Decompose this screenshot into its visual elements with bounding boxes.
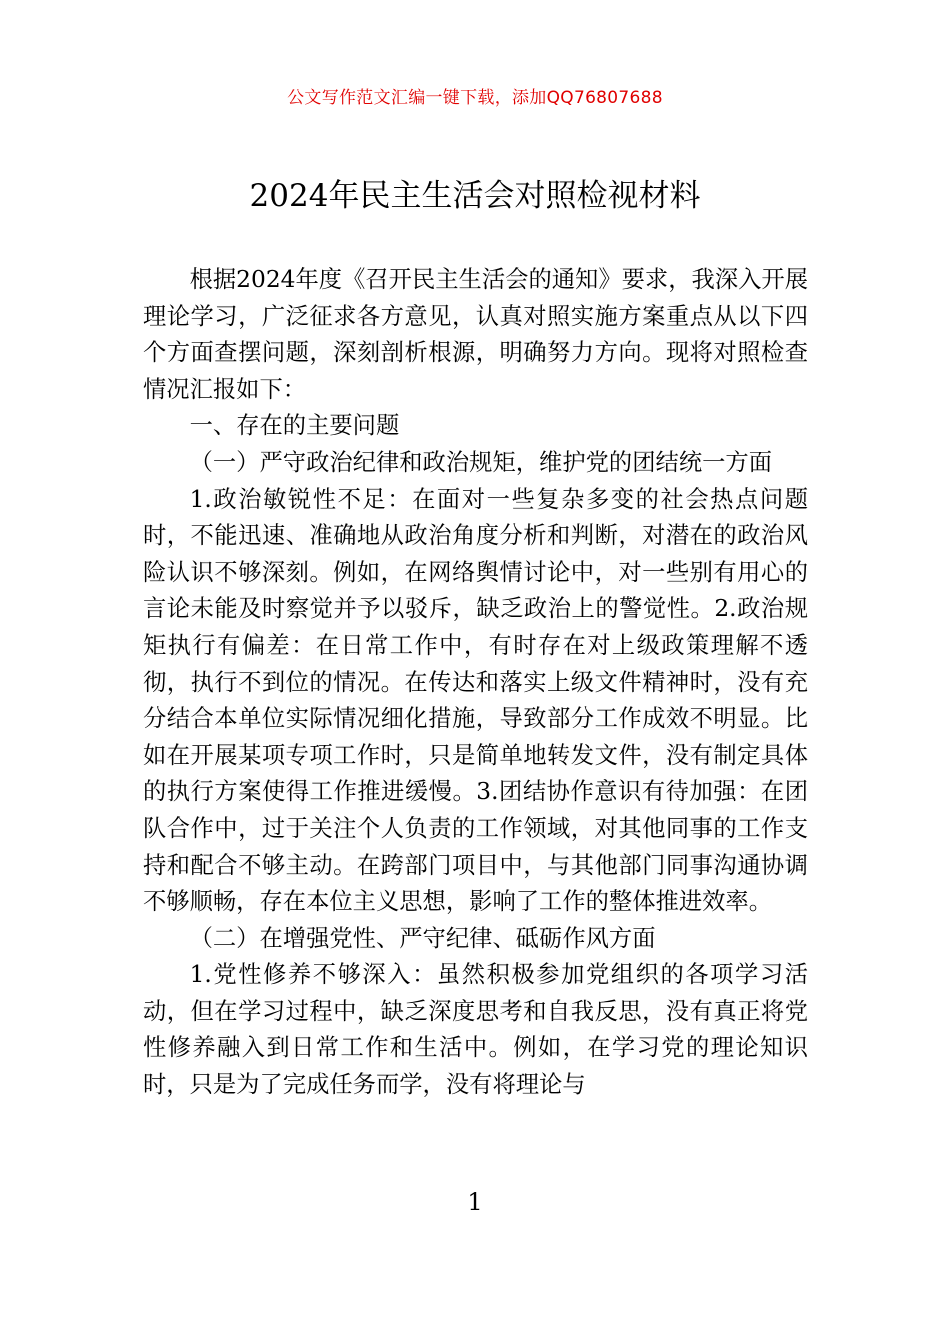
paragraph-issues-1: 1.政治敏锐性不足：在面对一些复杂多变的社会热点问题时，不能迅速、准确地从政治角度分析和判断，对潜在的政治风险认识不够深刻。例如，在网络舆情讨论中，对一些别有用心的言论未能及时察觉并予以驳斥，缺乏政治上的警觉性。2.政治规矩执行有偏差：在日常工作中，有时存在对上级政策理解不透彻，执行不到位的情况。在传达和落实上级文件精神时，没有充分结合本单位实际情况细化措施，导致部分工作成效不明显。比如在开展某项专项工作时，只是简单地转发文件，没有制定具体的执行方案使得工作推进缓慢。3.团结协作意识有待加强：在团队合作中，过于关注个人负责的工作领域，对其他同事的工作支持和配合不够主动。在跨部门项目中，与其他部门同事沟通协调不够顺畅，存在本位主义思想，影响了工作的整体推进效率。 <box>143 485 808 916</box>
paragraph-intro: 根据2024年度《召开民主生活会的通知》要求，我深入开展理论学习，广泛征求各方意见，认真对照实施方案重点从以下四个方面查摆问题，深刻剖析根源，明确努力方向。现将对照检查情况汇报如下： <box>143 266 809 403</box>
paragraph-issues-2: 1.党性修养不够深入：虽然积极参加党组织的各项学习活动，但在学习过程中，缺乏深度思考和自我反思，没有真正将党性修养融入到日常工作和生活中。例如，在学习党的理论知识时，只是为了完成任务而学，没有将理论与 <box>143 961 808 1099</box>
subsection-heading-2: （二）在增强党性、严守纪律、砥砺作风方面 <box>189 924 656 952</box>
document-body <box>143 262 808 1104</box>
document-title: 2024年民主生活会对照检视材料 <box>249 178 701 214</box>
download-notice: 公文写作范文汇编一键下载，添加QQ76807688 <box>287 88 663 108</box>
page-number: 1 <box>467 1188 483 1216</box>
subsection-heading-1: （一）严守政治纪律和政治规矩，维护党的团结统一方面 <box>189 448 773 476</box>
section-heading-1: 一、存在的主要问题 <box>189 412 400 440</box>
